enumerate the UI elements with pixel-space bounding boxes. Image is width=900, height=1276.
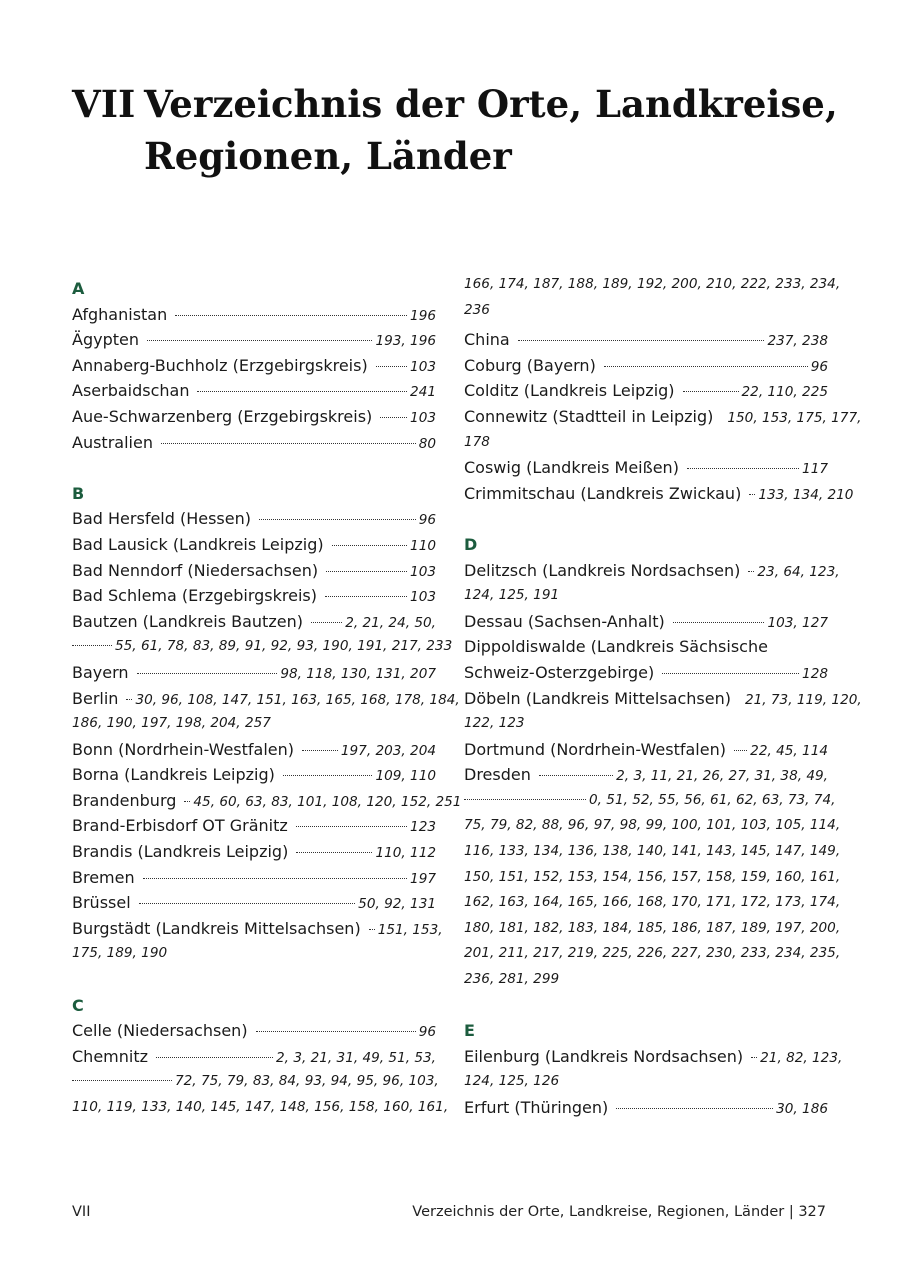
entry-pages: 80 <box>418 435 436 452</box>
dot-leader <box>259 519 416 520</box>
entry-pages: 237, 238 <box>767 333 828 350</box>
entry-pages: 103 <box>410 589 436 606</box>
index-entry-row <box>72 865 436 891</box>
entry-pages: 50, 92, 131 <box>358 896 436 913</box>
index-entry <box>72 1044 449 1121</box>
dot-leader <box>662 673 799 674</box>
index-entry-row <box>72 813 436 839</box>
section-letter-a: A <box>72 279 85 298</box>
dot-leader <box>748 571 754 572</box>
index-entry <box>72 788 462 814</box>
section-letter-c: C <box>72 995 84 1015</box>
entry-pages-continued: 122, 123 <box>464 715 525 732</box>
index-entry <box>464 327 828 353</box>
index-entry <box>464 737 828 763</box>
index-entry-row <box>72 583 436 609</box>
entry-pages-continued: 175, 189, 190 <box>72 945 168 962</box>
index-entry <box>72 839 436 865</box>
entry-pages: 197, 203, 204 <box>340 742 436 759</box>
dot-leader <box>175 315 407 316</box>
entry-pages-continued: 110, 119, 133, 140, 145, 147, 148, 156, 158, 160, 161, <box>72 1099 449 1115</box>
index-entry-row <box>464 378 828 404</box>
dot-leader <box>197 391 407 392</box>
entry-name: Brandis (Landkreis Leipzig) <box>72 842 289 862</box>
index-column-right <box>464 276 862 1121</box>
section-letter-e: E <box>464 1021 475 1041</box>
entry-pages: 197 <box>410 870 436 887</box>
entry-pages: 22, 45, 114 <box>750 742 828 759</box>
entry-name: Coswig (Landkreis Meißen) <box>464 458 679 478</box>
chapter-number: VII <box>72 82 136 126</box>
index-entry-row <box>72 609 436 635</box>
entry-name: Eilenburg (Landkreis Nordsachsen) <box>464 1046 744 1066</box>
index-entry <box>464 634 828 660</box>
entry-pages-continued: 186, 190, 197, 198, 204, 257 <box>72 715 271 732</box>
entry-name: Brandenburg <box>72 790 177 810</box>
entry-pages: 110, 112 <box>375 845 436 862</box>
entry-pages-continued: 201, 211, 217, 219, 225, 226, 227, 230, 233, 234, 235, <box>464 945 841 962</box>
entry-pages: 133, 134, 210 <box>758 486 854 503</box>
index-entry <box>72 916 443 967</box>
dot-leader <box>311 622 342 623</box>
index-entry <box>72 686 460 737</box>
index-entry <box>464 378 828 404</box>
index-entry-row <box>72 558 436 584</box>
index-entry <box>72 583 436 609</box>
entry-pages-continued: 236 <box>464 301 490 318</box>
dot-leader <box>296 852 372 853</box>
index-entry-row <box>72 660 436 686</box>
dot-leader <box>137 673 278 674</box>
dot-leader <box>126 699 132 700</box>
index-entry <box>72 506 436 532</box>
index-entry-row <box>72 378 436 404</box>
section-gap <box>72 967 436 993</box>
entry-pages-continued: 236, 281, 299 <box>464 971 560 988</box>
dot-leader <box>734 750 747 751</box>
entry-pages-continued <box>72 634 453 660</box>
index-entry <box>72 532 436 558</box>
index-entry-row <box>72 302 436 328</box>
dot-leader <box>539 775 613 776</box>
index-entry-row <box>72 506 436 532</box>
index-entry-row <box>72 353 436 379</box>
entry-name: Bad Lausick (Landkreis Leipzig) <box>72 534 324 554</box>
entry-pages-continued: 180, 181, 182, 183, 184, 185, 186, 187, 189, 197, 200, <box>464 919 841 936</box>
entry-name: Aserbaidschan <box>72 381 190 401</box>
entry-pages-continued: 124, 125, 191 <box>464 587 560 604</box>
entry-name: Colditz (Landkreis Leipzig) <box>464 381 675 401</box>
index-entry <box>72 890 436 916</box>
entry-pages: 72, 75, 79, 83, 84, 93, 94, 95, 96, 103, <box>175 1073 439 1090</box>
index-entry-row <box>72 737 436 763</box>
index-entry-row <box>464 609 828 635</box>
entry-pages: 193, 196 <box>375 333 436 350</box>
entry-name: Bad Nenndorf (Niedersachsen) <box>72 560 319 580</box>
entry-pages: 21, 73, 119, 120, <box>744 691 862 708</box>
entry-pages-continued: 178 <box>464 433 490 450</box>
index-entry <box>72 762 436 788</box>
entry-name: Celle (Niedersachsen) <box>72 1021 248 1041</box>
entry-name: Ägypten <box>72 330 139 350</box>
entry-pages: 128 <box>802 665 828 682</box>
dot-leader <box>518 340 765 341</box>
entry-name: Bremen <box>72 867 135 887</box>
entry-pages: 21, 82, 123, <box>760 1049 843 1066</box>
entry-pages: 96 <box>418 1024 436 1041</box>
section-gap <box>464 993 828 1019</box>
entry-pages: 0, 51, 52, 55, 56, 61, 62, 63, 73, 74, <box>589 791 836 808</box>
entry-name: Bautzen (Landkreis Bautzen) <box>72 611 303 631</box>
entry-pages-continued: 162, 163, 164, 165, 166, 168, 170, 171, 172, 173, 174, <box>464 894 841 911</box>
index-entry-row <box>464 737 828 763</box>
index-entry <box>72 430 436 456</box>
index-entry-row <box>464 634 828 660</box>
footer-chapter: VII <box>72 1204 91 1220</box>
entry-name: Borna (Landkreis Leipzig) <box>72 765 275 785</box>
entry-name: Schweiz-Osterzgebirge) <box>464 662 655 682</box>
section-letter-d: D <box>464 534 478 554</box>
dot-leader <box>380 417 407 418</box>
index-entry-row <box>464 1044 843 1070</box>
entry-pages: 96 <box>418 512 436 529</box>
entry-pages: 45, 60, 63, 83, 101, 108, 120, 152, 251 <box>193 793 462 810</box>
entry-pages: 117 <box>802 461 828 478</box>
entry-pages-continued <box>72 1069 439 1095</box>
dot-leader <box>156 1057 273 1058</box>
index-entry <box>464 558 840 609</box>
footer-running-title: Verzeichnis der Orte, Landkreise, Regionen, Länder | 327 <box>412 1204 826 1220</box>
entry-pages: 123 <box>410 819 436 836</box>
dot-leader <box>302 750 338 751</box>
dot-leader <box>683 391 739 392</box>
entry-name: Burgstädt (Landkreis Mittelsachsen) <box>72 918 361 938</box>
index-entry-row <box>464 481 854 507</box>
dot-leader <box>147 340 372 341</box>
entry-pages: 96 <box>810 358 828 375</box>
entry-pages: 103 <box>410 409 436 426</box>
index-entry <box>464 481 854 507</box>
entry-pages: 109, 110 <box>375 768 436 785</box>
entry-name: Bad Hersfeld (Hessen) <box>72 509 251 529</box>
dot-leader <box>296 826 407 827</box>
entry-pages: 151, 153, <box>377 921 443 938</box>
index-entry <box>72 609 453 660</box>
index-entry <box>72 404 436 430</box>
dot-leader <box>139 903 356 904</box>
dot-leader <box>326 571 407 572</box>
index-entry-row <box>72 430 436 456</box>
index-entry <box>464 1095 828 1121</box>
entry-pages: 55, 61, 78, 83, 89, 91, 92, 93, 190, 191, 217, 233 <box>115 638 453 655</box>
index-entry-row <box>72 890 436 916</box>
entry-name: Afghanistan <box>72 304 168 324</box>
index-entry <box>464 353 828 379</box>
index-entry <box>72 378 436 404</box>
entry-pages-continued: 124, 125, 126 <box>464 1073 560 1090</box>
entry-pages-continued: 150, 151, 152, 153, 154, 156, 157, 158, 159, 160, 161, <box>464 868 841 885</box>
entry-pages: 2, 3, 21, 31, 49, 51, 53, <box>276 1049 436 1066</box>
dot-leader <box>72 1080 172 1081</box>
entry-name: Connewitz (Stadtteil in Leipzig) <box>464 406 714 426</box>
entry-pages: 30, 96, 108, 147, 151, 163, 165, 168, 178, 184, <box>135 691 460 708</box>
index-entry <box>464 686 862 737</box>
entry-pages: 103 <box>410 563 436 580</box>
entry-name: Aue-Schwarzenberg (Erzgebirgskreis) <box>72 406 373 426</box>
entry-name: Crimmitschau (Landkreis Zwickau) <box>464 483 742 503</box>
entry-name: Berlin <box>72 688 119 708</box>
dot-leader <box>332 545 407 546</box>
entry-pages: 103, 127 <box>767 614 828 631</box>
dot-leader <box>283 775 373 776</box>
index-entry-row <box>464 327 828 353</box>
entry-name: Australien <box>72 432 153 452</box>
chapter-title-line-1: Verzeichnis der Orte, Landkreise, <box>144 82 838 126</box>
index-entry <box>72 660 436 686</box>
index-entry-row <box>72 686 460 712</box>
index-entry <box>72 865 436 891</box>
dot-leader <box>184 801 190 802</box>
index-entry-row <box>72 788 462 814</box>
entry-pages: 150, 153, 175, 177, <box>727 409 862 426</box>
index-entry <box>464 404 862 455</box>
dot-leader <box>687 468 799 469</box>
index-entry-row <box>464 558 840 584</box>
entry-pages-continued <box>464 788 836 814</box>
index-entry-row <box>72 532 436 558</box>
entry-name: Dippoldiswalde (Landkreis Sächsische <box>464 637 768 657</box>
index-entry-row <box>72 1018 436 1044</box>
entry-pages-continued: 75, 79, 82, 88, 96, 97, 98, 99, 100, 101, 103, 105, 114, <box>464 817 841 834</box>
entry-pages-continued: 116, 133, 134, 136, 138, 140, 141, 143, 145, 147, 149, <box>464 843 841 860</box>
index-entry <box>72 737 436 763</box>
entry-name: Brüssel <box>72 893 131 913</box>
index-entry-row <box>464 353 828 379</box>
index-entry-row <box>72 1044 436 1070</box>
chapter-title-line-2: Regionen, Länder <box>144 134 512 178</box>
entry-name: Delitzsch (Landkreis Nordsachsen) <box>464 560 741 580</box>
entry-name: Brand-Erbisdorf OT Gränitz <box>72 816 288 836</box>
dot-leader <box>376 366 407 367</box>
index-entry-row <box>72 404 436 430</box>
index-entry-row <box>464 762 828 788</box>
index-entry-row <box>72 839 436 865</box>
index-entry-row <box>72 327 436 353</box>
entry-pages: 98, 118, 130, 131, 207 <box>280 665 436 682</box>
entry-name: Annaberg-Buchholz (Erzgebirgskreis) <box>72 355 368 375</box>
index-entry <box>72 302 436 328</box>
index-entry-row <box>72 916 443 942</box>
entry-pages-continued: 166, 174, 187, 188, 189, 192, 200, 210, 222, 233, 234, <box>464 276 841 292</box>
dot-leader <box>751 1057 757 1058</box>
dot-leader <box>369 929 375 930</box>
entry-pages: 23, 64, 123, <box>757 563 840 580</box>
index-entry-row <box>464 455 828 481</box>
entry-name: Erfurt (Thüringen) <box>464 1098 609 1117</box>
entry-pages: 103 <box>410 358 436 375</box>
dot-leader <box>616 1108 773 1109</box>
entry-pages: 241 <box>410 384 436 401</box>
index-entry-row <box>464 660 828 686</box>
section-letter-b: B <box>72 483 85 503</box>
entry-name: Dortmund (Nordrhein-Westfalen) <box>464 739 726 759</box>
index-entry <box>72 813 436 839</box>
dot-leader <box>143 878 407 879</box>
dot-leader <box>72 645 112 646</box>
index-column-left <box>72 276 462 1121</box>
entry-name: China <box>464 330 510 350</box>
entry-name: Bayern <box>72 662 129 682</box>
entry-pages: 110 <box>410 537 436 554</box>
dot-leader <box>161 443 416 444</box>
index-entry-row <box>464 686 862 712</box>
index-entry-row <box>72 762 436 788</box>
entry-pages: 30, 186 <box>776 1101 828 1117</box>
entry-pages: 2, 3, 11, 21, 26, 27, 31, 38, 49, <box>616 768 828 785</box>
entry-name: Dresden <box>464 765 531 785</box>
dot-leader <box>604 366 808 367</box>
entry-name: Chemnitz <box>72 1046 148 1066</box>
entry-name: Dessau (Sachsen-Anhalt) <box>464 611 665 631</box>
entry-name: Döbeln (Landkreis Mittelsachsen) <box>464 688 731 708</box>
index-entry <box>72 558 436 584</box>
section-gap <box>464 506 828 532</box>
section-gap <box>72 455 436 481</box>
index-entry <box>72 353 436 379</box>
entry-name: Bonn (Nordrhein-Westfalen) <box>72 739 295 759</box>
entry-name: Bad Schlema (Erzgebirgskreis) <box>72 586 317 606</box>
dot-leader <box>673 622 765 623</box>
index-entry <box>464 1044 843 1095</box>
index-entry <box>72 1018 436 1044</box>
dot-leader <box>256 1031 416 1032</box>
index-entry <box>464 455 828 481</box>
index-entry <box>464 660 828 686</box>
dot-leader <box>325 596 407 597</box>
index-entry-row <box>464 404 862 430</box>
index-entry <box>72 327 436 353</box>
entry-pages: 2, 21, 24, 50, <box>345 614 436 631</box>
entry-name: Coburg (Bayern) <box>464 355 596 375</box>
entry-pages: 22, 110, 225 <box>741 384 828 401</box>
dot-leader <box>749 494 755 495</box>
dot-leader <box>464 799 586 800</box>
index-entry-row <box>464 1095 828 1121</box>
index-entry <box>464 762 841 992</box>
entry-pages: 196 <box>410 307 436 324</box>
index-entry <box>464 609 828 635</box>
